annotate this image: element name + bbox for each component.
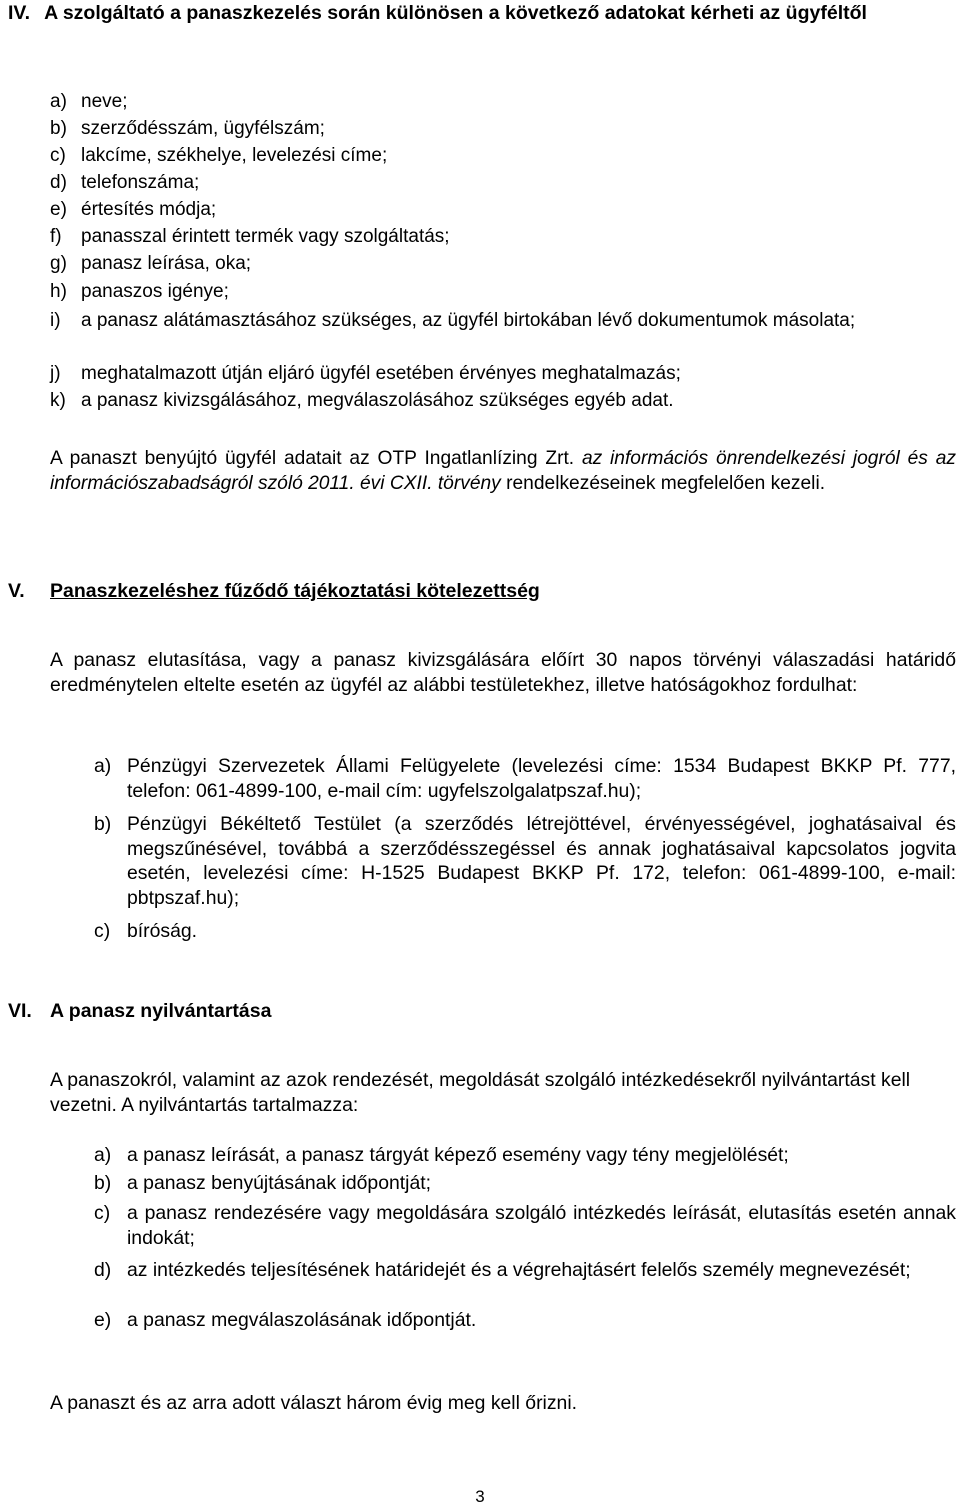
list-item: b) Pénzügyi Békéltető Testület (a szerződés létrejöttével, érvényességével, joghatásaival és megszűnésével, továbbá a szerződésszegéssel és annak joghatásaival kapcsolatos jogvita esetén, levelezési címe: H-1525 Budapest BKKP Pf. 172, telefon: 061-4899-100, e-mail: pbtpszaf.hu); [94, 813, 956, 909]
list-item: b) a panasz benyújtásának időpontját; [94, 1172, 432, 1194]
section-6-intro: A panaszokról, valamint az azok rendezését, megoldását szolgáló intézkedésekről nyilvántartást kell vezetni. A nyilvántartás tartalmazza: [50, 1069, 911, 1116]
section-4-title: A szolgáltató a panaszkezelés során különösen a következő adatokat kérheti az ügyféltől [44, 2, 867, 24]
list-item: b) szerződésszám, ügyfélszám; [50, 118, 325, 139]
list-item: h) panaszos igénye; [50, 281, 229, 302]
section-6-closing: A panaszt és az arra adott választ három évig meg kell őrizni. [50, 1392, 578, 1414]
list-item: g) panasz leírása, oka; [50, 253, 252, 274]
section-4-number: IV. [8, 2, 31, 24]
list-item: j) meghatalmazott útján eljáró ügyfél esetében érvényes meghatalmazás; [50, 363, 681, 384]
section-5-heading [8, 578, 953, 604]
list-item: c) lakcíme, székhelye, levelezési címe; [50, 145, 388, 166]
list-item: c) a panasz rendezésére vagy megoldására szolgáló intézkedés leírását, elutasítás esetén annak indokát; [94, 1202, 956, 1249]
page-number: 3 [475, 1487, 485, 1506]
list-item: d) telefonszáma; [50, 172, 200, 193]
list-item: e) a panasz megválaszolásának időpontját. [94, 1309, 477, 1331]
section-5-intro: A panasz elutasítása, vagy a panasz kivizsgálására előírt 30 napos törvényi válaszadási határidő eredménytelen eltelte esetén az ügyfél az alábbi testületekhez, illetve hatóságokhoz fordulhat: [50, 649, 956, 696]
privacy-paragraph: A panaszt benyújtó ügyfél adatait az OTP Ingatlanlízing Zrt. az információs önrendelkezési jogról és az információszabadságról szóló 2011. évi CXII. törvény rendelkezéseinek megfelelően kezeli. [50, 448, 956, 494]
section-6-heading [8, 998, 953, 1024]
section-4-heading [8, 0, 953, 26]
list-item: d) az intézkedés teljesítésének határidejét és a végrehajtásért felelős személy megnevezését; [94, 1259, 911, 1281]
list-item: f) panasszal érintett termék vagy szolgáltatás; [50, 226, 450, 247]
list-item: i) a panasz alátámasztásához szükséges, az ügyfél birtokában lévő dokumentumok másolata; [50, 310, 856, 331]
list-item: k) a panasz kivizsgálásához, megválaszolásához szükséges egyéb adat. [50, 390, 674, 411]
section-5-number: V. [8, 580, 25, 602]
list-item: e) értesítés módja; [50, 199, 217, 220]
list-item: a) neve; [50, 91, 128, 112]
section-6-title: A panasz nyilvántartása [50, 1000, 272, 1022]
privacy-law-reference: az információs önrendelkezési jogról és az információszabadságról szóló 2011. évi CXII. törvény [50, 448, 956, 494]
list-item: a) Pénzügyi Szervezetek Állami Felügyelete (levelezési címe: 1534 Budapest BKKP Pf. 777, telefon: 061-4899-100, e-mail cím: ugyfelszolgalatpszaf.hu); [94, 755, 956, 802]
section-5-title: Panaszkezeléshez fűződő tájékoztatási kötelezettség [50, 580, 540, 602]
section-6-number: VI. [8, 1000, 32, 1022]
list-item: a) a panasz leírását, a panasz tárgyát képező esemény vagy tény megjelölését; [94, 1144, 789, 1166]
list-item: c) bíróság. [94, 920, 198, 942]
